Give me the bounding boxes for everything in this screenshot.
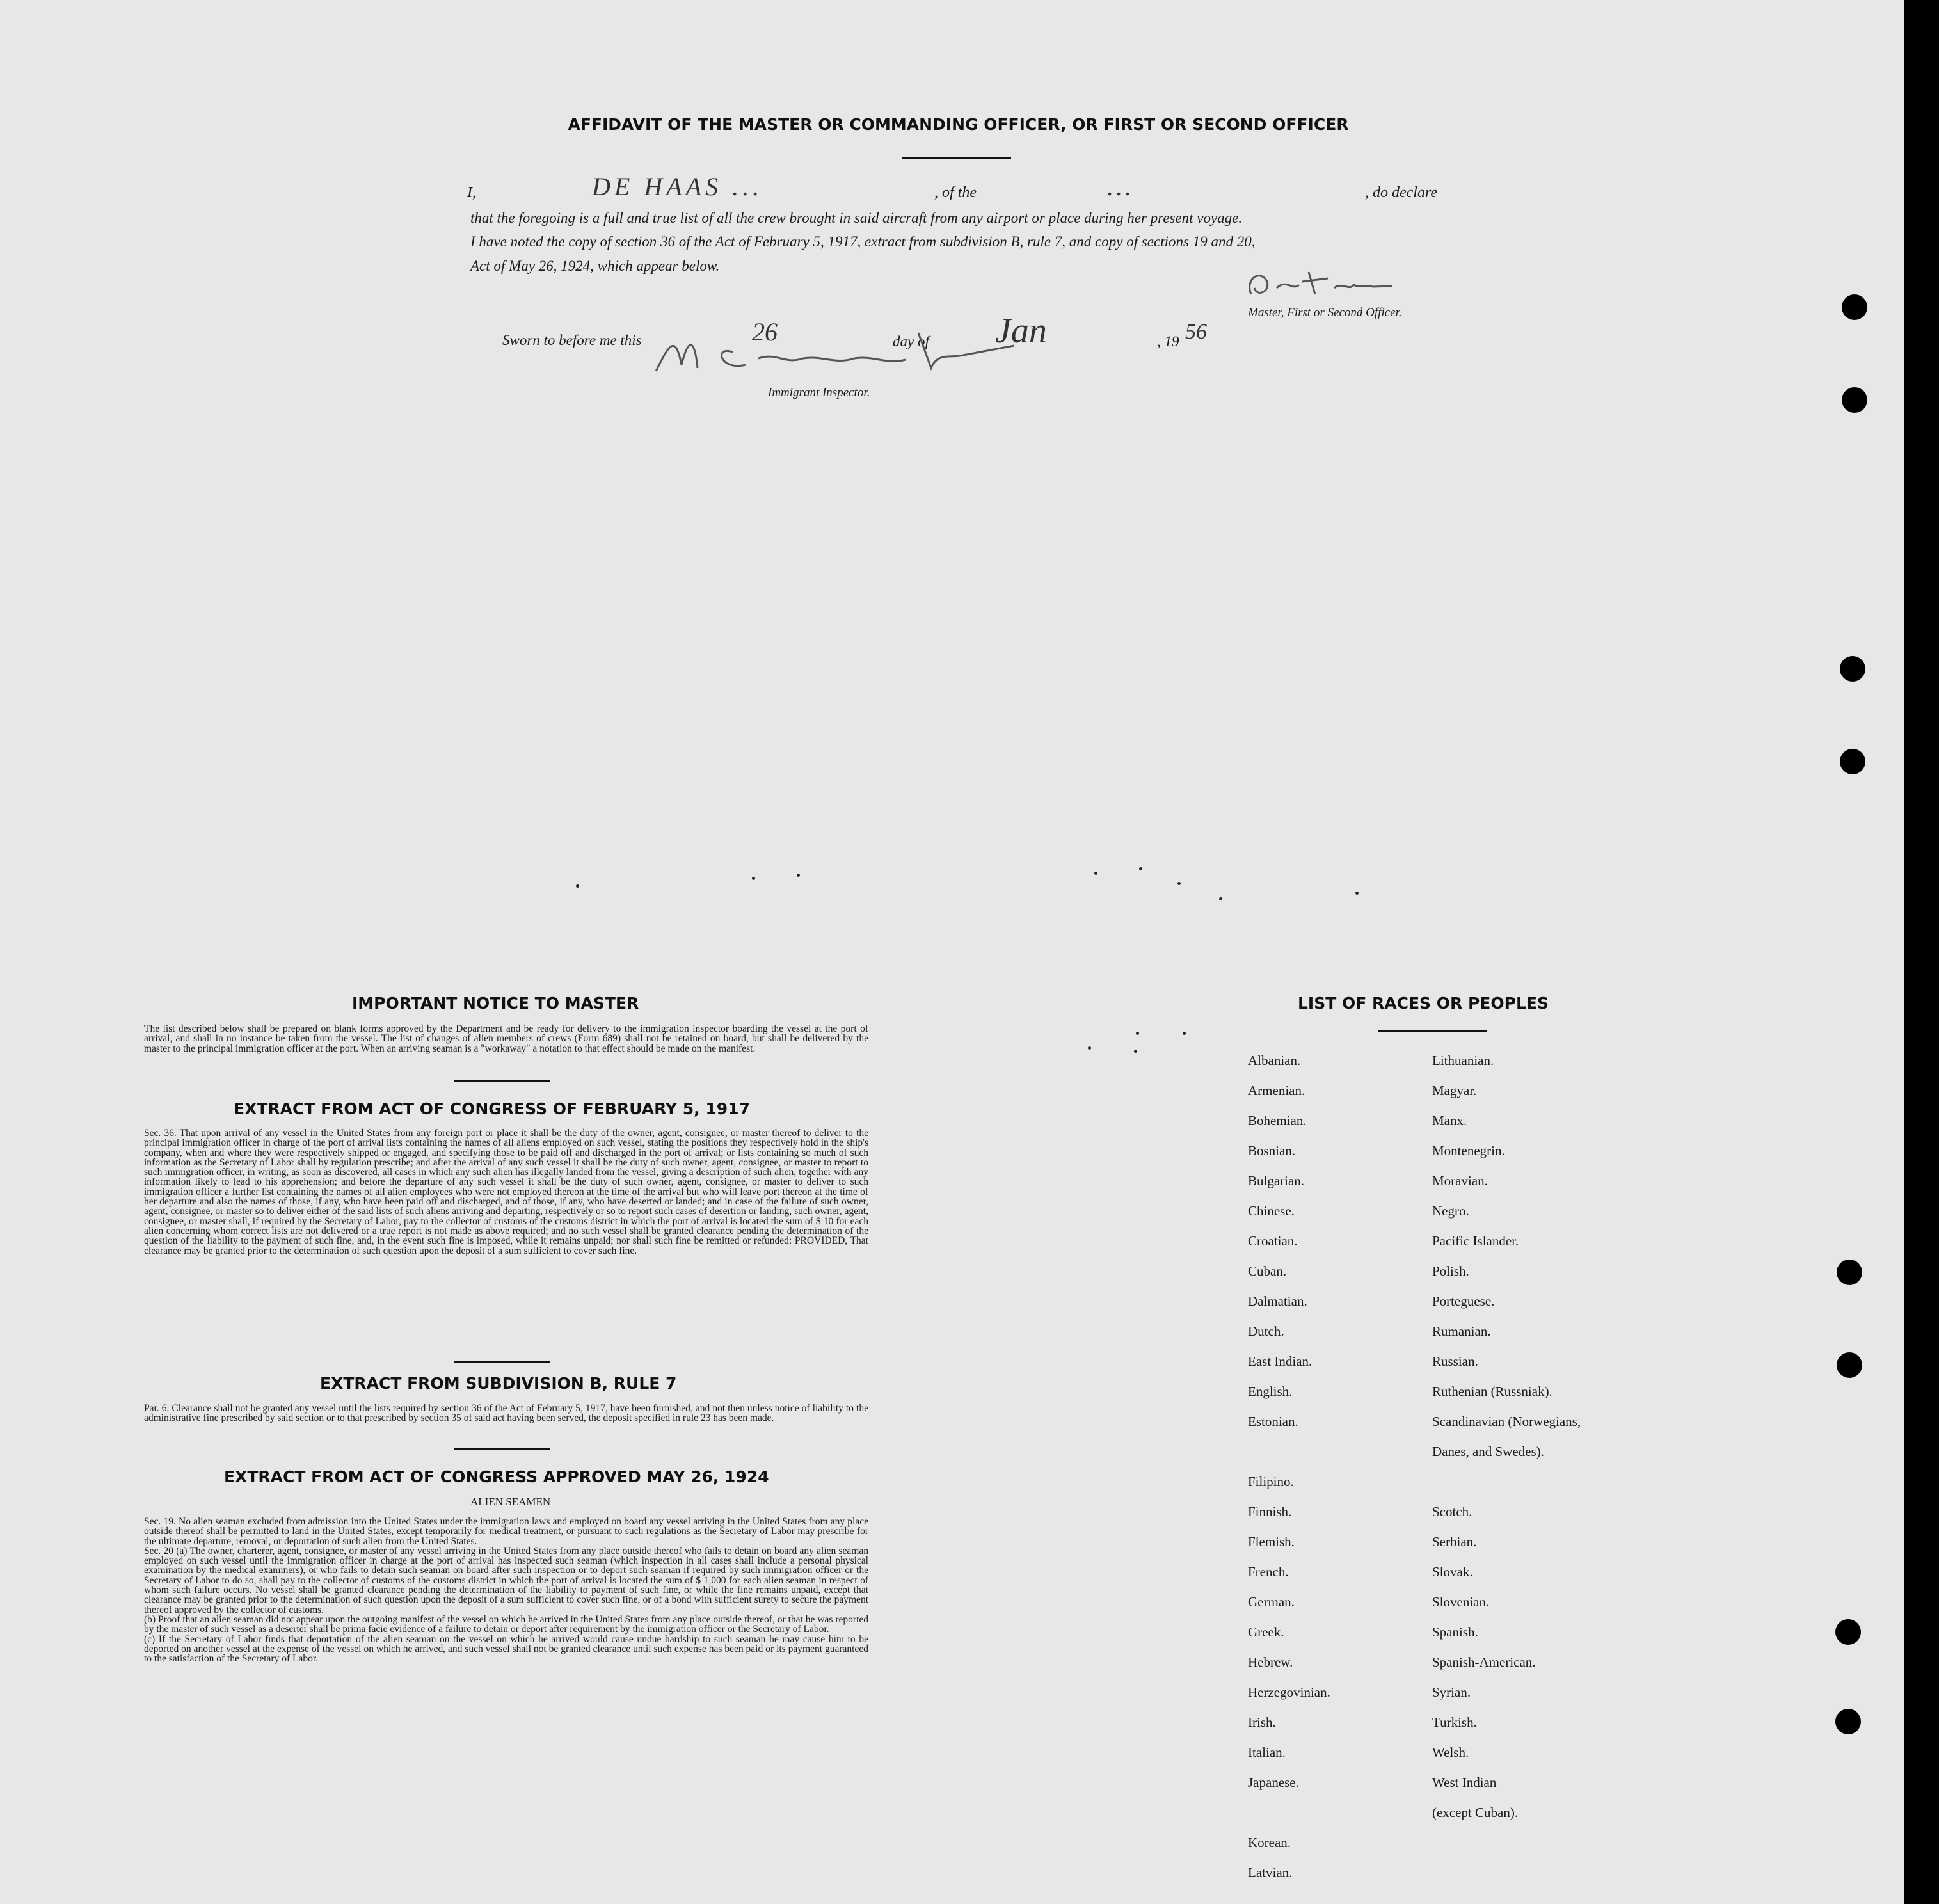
title-rule [902, 157, 1011, 159]
speck [752, 877, 755, 880]
speck [1136, 1032, 1139, 1035]
race-item: Syrian. [1432, 1684, 1471, 1700]
race-item: Italian. [1248, 1745, 1286, 1760]
notice-rule [454, 1080, 550, 1082]
race-item: Rumanian. [1432, 1324, 1491, 1339]
inspector-signature [630, 320, 1040, 384]
race-item: Manx. [1432, 1113, 1467, 1128]
sworn-prefix: Sworn to before me this [502, 332, 642, 348]
race-item: Spanish-American. [1432, 1654, 1536, 1670]
race-item: Turkish. [1432, 1715, 1477, 1730]
binder-hole [1840, 656, 1865, 682]
affidavit-line4: Act of May 26, 1924, which appear below. [470, 258, 720, 274]
race-item: Hebrew. [1248, 1654, 1293, 1670]
race-item: West Indian [1432, 1775, 1497, 1790]
subb-title: EXTRACT FROM SUBDIVISION B, RULE 7 [320, 1374, 677, 1393]
races-column-1 [1248, 1046, 1330, 1888]
race-item: Magyar. [1432, 1083, 1477, 1098]
race-item: Slovak. [1432, 1564, 1473, 1580]
race-item: Filipino. [1248, 1474, 1294, 1489]
race-item: Armenian. [1248, 1083, 1305, 1098]
act1917-rule [454, 1361, 550, 1363]
races-column-2 [1432, 1046, 1581, 1828]
race-item: (except Cuban). [1432, 1805, 1519, 1820]
races-title: LIST OF RACES OR PEOPLES [1298, 994, 1549, 1012]
race-item: English. [1248, 1384, 1293, 1399]
affidavit-line3: I have noted the copy of section 36 of the Act of February 5, 1917, extract from subdivision B, rule 7, and copy of sections 19 and 20, [470, 234, 1256, 250]
act1924-sec19: Sec. 19. No alien seaman excluded from admission into the United States under the immigration laws and employed on board any vessel arriving in the United States from any place outside thereof shall be permitted to land in the United States, except temporarily for medical treatment, or pursuant to such regulations as the Secretary of Labor may prescribe for the ultimate departure, removal, or deportation of such alien from the United States. [144, 1516, 868, 1547]
race-item: Pacific Islander. [1432, 1233, 1519, 1249]
race-item: Croatian. [1248, 1233, 1298, 1249]
race-item: Chinese. [1248, 1203, 1295, 1219]
race-item: Welsh. [1432, 1745, 1469, 1760]
speck [1183, 1032, 1186, 1035]
race-item: Scotch. [1432, 1504, 1472, 1519]
race-item: Bohemian. [1248, 1113, 1307, 1128]
handwritten-master-name: DE HAAS ... [592, 172, 763, 201]
race-item: Herzegovinian. [1248, 1684, 1330, 1700]
race-item [1432, 1467, 1581, 1497]
race-item: Dutch. [1248, 1324, 1284, 1339]
race-item: Albanian. [1248, 1053, 1301, 1068]
act1924-sec20c: (c) If the Secretary of Labor finds that deportation of the alien seaman on the vessel on which he arrived would cause undue hardship to such seaman he may cause him to be deported on another vessel at the expense of the vessel on which he arrived, and such vessel shall not be granted clearance until such expense has been paid or its payment guaranteed to the satisfaction of the Secretary of Labor. [144, 1633, 868, 1665]
speck [1139, 867, 1142, 870]
race-item: Serbian. [1432, 1534, 1477, 1549]
affidavit-declare: , do declare [1365, 184, 1438, 201]
race-item: Irish. [1248, 1715, 1276, 1730]
notice-body: The list described below shall be prepared on blank forms approved by the Department and be ready for delivery to the immigration inspector boarding the vessel at the port of arrival, and shall in no instance be taken from the vessel. The list of changes of alien members of crews (Form 689) shall not be retained on board, but shall be delivered by the master to the principal immigration officer at the port. When an arriving seaman is a "workaway" a notation to that effect should be made on the manifest. [144, 1023, 868, 1054]
race-item: Polish. [1432, 1263, 1469, 1279]
speck [797, 874, 800, 877]
affidavit-line2: that the foregoing is a full and true list of all the crew brought in said aircraft from any airport or place during her present voyage. [470, 210, 1243, 226]
race-item: Scandinavian (Norwegians, [1432, 1414, 1581, 1429]
handwritten-year: 56 [1185, 320, 1207, 344]
subb-body: Par. 6. Clearance shall not be granted any vessel until the lists required by section 36 of the Act of February 5, 1917, have been furnished, and not then unless notice of liability to the administrative fine prescribed by said section or to that prescribed by section 35 of said act having been served, the deposit specified in rule 23 has been made. [144, 1403, 868, 1424]
race-item: Montenegrin. [1432, 1143, 1505, 1158]
race-item: Korean. [1248, 1835, 1291, 1850]
binder-hole [1835, 1709, 1861, 1734]
race-item: Porteguese. [1432, 1293, 1495, 1309]
race-item: Spanish. [1432, 1624, 1478, 1640]
handwritten-day: 26 [752, 317, 778, 346]
race-item: Cuban. [1248, 1263, 1287, 1279]
race-item: Russian. [1432, 1354, 1478, 1369]
race-item: Dalmatian. [1248, 1293, 1307, 1309]
race-item: Bosnian. [1248, 1143, 1296, 1158]
binder-hole [1835, 1619, 1861, 1645]
race-item: Bulgarian. [1248, 1173, 1305, 1188]
race-item: East Indian. [1248, 1354, 1313, 1369]
affidavit-line1-i: I, [467, 184, 476, 201]
inspector-caption: Immigrant Inspector. [768, 386, 870, 399]
race-item: Slovenian. [1432, 1594, 1490, 1610]
speck [1134, 1050, 1137, 1053]
act1917-body: Sec. 36. That upon arrival of any vessel in the United States from any foreign port or place it shall be the duty of the owner, agent, consignee, or master thereof to deliver to the principal immigration officer in charge of the port of arrival lists containing the names of all aliens employed on such vessel, stating the positions they respectively hold in the ship's company, when and where they were respectively shipped or engaged, and specifying those to be paid off and discharged in the port of arrival; or lists containing so much of such information as the Secretary of Labor shall by regulation prescribe; and after the arrival of any such vessel it shall be the duty of such owner, agent, consignee, or master to report to such immigration officer, in writing, as soon as discovered, all cases in which any such alien has illegally landed from the vessel, giving a description of such alien, together with any information likely to lead to his apprehension; and before the departure of any such vessel it shall be the duty of such owner, agent, consignee, or master to deliver to such immigration officer a further list containing the names of all alien employees who were not employed thereon at the time of the arrival but who will leave port thereon at the time of her departure and also the names of those, if any, who have been paid off and discharged, and of those, if any, who have deserted or landed; and in case of the failure of such owner, agent, consignee, or master so to deliver either of the said lists of such aliens arriving and departing, respectively or so to report such cases of desertion or landing, such owner, agent, consignee, or master shall, if required by the Secretary of Labor, pay to the collector of customs of the customs district in which the port of arrival is located the sum of $ 10 for each alien concerning whom correct lists are not delivered or a true report is not made as above required; and no such vessel shall be granted clearance pending the determination of the question of the liability to the payment of such fine, and, in the event such fine is imposed, while it remains unpaid; nor shall such fine be remitted or refunded: PROVIDED, That clearance may be granted prior to the determination of such question upon the deposit of a sum sufficient to cover such fine. [144, 1128, 868, 1256]
race-item: Latvian. [1248, 1865, 1293, 1880]
race-item: Greek. [1248, 1624, 1284, 1640]
act1917-title: EXTRACT FROM ACT OF CONGRESS OF FEBRUARY 5, 1917 [234, 1100, 750, 1118]
speck [1088, 1046, 1091, 1050]
speck [1094, 872, 1097, 875]
race-item: Moravian. [1432, 1173, 1488, 1188]
binder-hole [1842, 294, 1867, 320]
act1924-title: EXTRACT FROM ACT OF CONGRESS APPROVED MAY 26, 1924 [224, 1468, 769, 1486]
race-item: Finnish. [1248, 1504, 1292, 1519]
handwritten-craft-name: ... [1107, 172, 1134, 201]
race-item: Ruthenian (Russniak). [1432, 1384, 1552, 1399]
speck [1219, 897, 1222, 900]
race-item [1248, 1798, 1330, 1828]
binder-hole [1840, 749, 1865, 774]
act1924-sec20a: Sec. 20 (a) The owner, charterer, agent, consignee, or master of any vessel arriving in the United States from any place outside thereof who fails to detain on board any alien seaman employed on such vessel until the immigration officer in charge at the port of arrival has inspected such seaman (which inspection in all cases shall include a personal physical examination by the medical examiners), or who fails to detain such seaman on board after such inspection or to deport such seaman if required by such immigration officer or the Secretary of Labor to do so, shall pay to the collector of customs of the customs district in which the port of arrival is located the sum of $ 1,000 for each alien seaman in respect of whom such failure occurs. No vessel shall be granted clearance pending the determination of the liability to payment of such fine, or while the fine remains unpaid, except that clearance may be granted prior to the determination of such question upon the deposit of a sum sufficient to cover such fine, or of a bond with sufficient surety to secure the payment thereof approved by the collector of customs. [144, 1545, 868, 1615]
affidavit-of-the: , of the [934, 184, 977, 201]
binder-hole [1842, 387, 1867, 413]
race-item: Japanese. [1248, 1775, 1299, 1790]
affidavit-title: AFFIDAVIT OF THE MASTER OR COMMANDING OFFICER, OR FIRST OR SECOND OFFICER [568, 115, 1349, 134]
binder-hole [1837, 1352, 1862, 1378]
binder-hole [1837, 1260, 1862, 1285]
race-item: Estonian. [1248, 1414, 1298, 1429]
sworn-year-prefix: , 19 [1157, 333, 1179, 349]
notice-title: IMPORTANT NOTICE TO MASTER [352, 994, 639, 1012]
race-item: Danes, and Swedes). [1432, 1444, 1544, 1459]
speck [1355, 892, 1359, 895]
master-caption: Master, First or Second Officer. [1248, 306, 1402, 319]
race-item: French. [1248, 1564, 1289, 1580]
sworn-day-of: day of [893, 333, 929, 349]
act1924-sec20b: (b) Proof that an alien seaman did not appear upon the outgoing manifest of the vessel on which he arrived in the United States from any place outside thereof, or that he was reported by the master of such vessel as a deserter shall be prima facie evidence of a failure to detain or deport after requirement by the immigration officer or the Secretary of Labor. [144, 1613, 868, 1635]
speck [1177, 882, 1181, 885]
speck [576, 884, 579, 888]
handwritten-month: Jan [995, 311, 1047, 351]
race-item: German. [1248, 1594, 1295, 1610]
race-item [1248, 1437, 1330, 1467]
race-item: Lithuanian. [1432, 1053, 1494, 1068]
races-rule [1378, 1030, 1487, 1032]
act1924-subtitle: ALIEN SEAMEN [470, 1496, 551, 1508]
act1924-body [144, 1517, 868, 1663]
race-item: Flemish. [1248, 1534, 1295, 1549]
subb-rule [454, 1448, 550, 1450]
race-item: Negro. [1432, 1203, 1469, 1219]
